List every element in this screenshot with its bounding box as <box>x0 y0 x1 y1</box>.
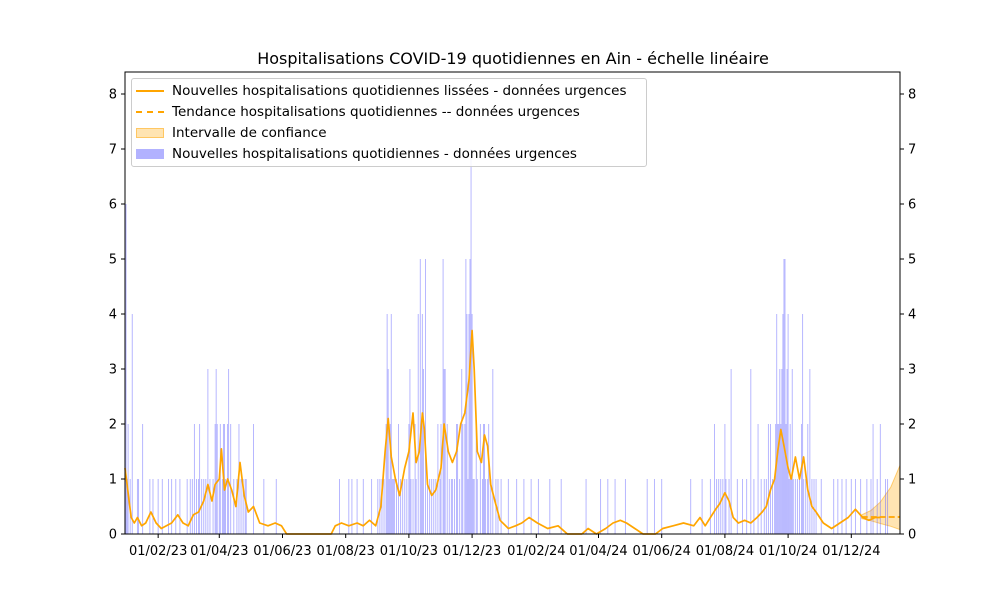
daily-bar <box>710 479 711 534</box>
daily-bar <box>724 424 725 534</box>
daily-bar <box>394 479 395 534</box>
y-tick-label-right: 3 <box>908 362 917 378</box>
daily-bar <box>783 259 784 534</box>
daily-bar <box>561 479 562 534</box>
y-tick-label-right: 0 <box>908 527 917 543</box>
daily-bar <box>866 479 867 534</box>
daily-bar <box>454 479 455 534</box>
daily-bar <box>501 479 502 534</box>
daily-bar <box>837 479 838 534</box>
daily-bar <box>425 259 426 534</box>
y-tick-label-right: 8 <box>908 87 917 103</box>
daily-bar <box>768 424 769 534</box>
daily-bar <box>492 369 493 534</box>
daily-bar <box>795 479 796 534</box>
daily-bar <box>153 479 154 534</box>
daily-bar <box>774 479 775 534</box>
legend-item-trend <box>136 102 580 122</box>
daily-bar <box>469 314 470 534</box>
daily-bar <box>391 314 392 534</box>
daily-bar <box>253 424 254 534</box>
daily-bar <box>720 479 721 534</box>
daily-bar <box>803 479 804 534</box>
x-tick-label: 01/08/23 <box>316 544 375 559</box>
daily-bar <box>233 479 234 534</box>
daily-bar <box>600 479 601 534</box>
x-tick-label: 01/02/23 <box>128 544 188 559</box>
y-tick-label-right: 5 <box>908 252 917 268</box>
daily-bar <box>393 479 394 534</box>
daily-bar <box>461 369 462 534</box>
daily-bar <box>780 424 781 534</box>
daily-bar <box>722 479 723 534</box>
daily-bar <box>142 424 143 534</box>
daily-bar <box>219 479 220 534</box>
daily-bar <box>846 479 847 534</box>
daily-bar <box>467 479 468 534</box>
daily-bar <box>416 479 417 534</box>
daily-bar <box>729 479 730 534</box>
daily-bar <box>789 479 790 534</box>
daily-bar <box>466 314 467 534</box>
daily-bar <box>198 479 199 534</box>
daily-bar <box>737 479 738 534</box>
daily-bar <box>725 479 726 534</box>
y-tick-label-right: 2 <box>908 417 917 433</box>
daily-bar <box>779 369 780 534</box>
daily-bar <box>449 479 450 534</box>
x-tick-label: 01/04/24 <box>569 544 628 559</box>
daily-bar <box>615 479 616 534</box>
y-tick-label-right: 4 <box>908 307 917 323</box>
daily-bar <box>473 479 474 534</box>
daily-bar <box>786 424 787 534</box>
daily-bar <box>384 479 385 534</box>
daily-bar <box>451 479 452 534</box>
y-tick-label-left: 0 <box>108 527 117 543</box>
daily-bar <box>137 479 138 534</box>
daily-bar <box>441 424 442 534</box>
daily-bar <box>462 424 463 534</box>
daily-bar <box>809 369 810 534</box>
daily-bar <box>388 369 389 534</box>
daily-bar <box>793 479 794 534</box>
daily-bar <box>217 424 218 534</box>
daily-bar <box>444 369 445 534</box>
y-tick-label-right: 7 <box>908 142 917 158</box>
daily-bar <box>459 479 460 534</box>
daily-bar <box>791 479 792 534</box>
legend-swatch-confidence <box>136 128 164 138</box>
daily-bar <box>452 479 453 534</box>
daily-bar <box>777 424 778 534</box>
x-tick-label: 01/12/23 <box>442 544 502 559</box>
daily-bar <box>215 424 216 534</box>
daily-bar <box>781 369 782 534</box>
daily-bar <box>549 479 550 534</box>
daily-bar <box>802 314 803 534</box>
daily-bar <box>389 479 390 534</box>
daily-bar <box>413 479 414 534</box>
daily-bar <box>805 479 806 534</box>
legend-swatch-smoothed <box>136 90 164 92</box>
y-tick-label-left: 2 <box>108 417 117 433</box>
legend-swatch-trend <box>136 111 164 113</box>
daily-bar <box>474 479 475 534</box>
daily-bar <box>149 479 150 534</box>
daily-bar <box>485 479 486 534</box>
daily-bar <box>821 479 822 534</box>
legend-swatch-daily <box>136 149 164 159</box>
daily-bar <box>339 479 340 534</box>
y-tick-label-right: 1 <box>908 472 917 488</box>
daily-bar <box>654 479 655 534</box>
daily-bar <box>404 479 405 534</box>
daily-bar <box>205 479 206 534</box>
daily-bar <box>816 479 817 534</box>
daily-bar <box>440 479 441 534</box>
daily-bar <box>814 479 815 534</box>
daily-bar <box>792 369 793 534</box>
daily-bar <box>357 479 358 534</box>
daily-bar <box>138 479 139 534</box>
daily-bar <box>742 479 743 534</box>
daily-bar <box>714 424 715 534</box>
daily-bar <box>213 479 214 534</box>
daily-bar <box>538 479 539 534</box>
daily-bar <box>216 369 217 534</box>
daily-bar <box>411 479 412 534</box>
x-tick-label: 01/10/23 <box>379 544 439 559</box>
daily-bar <box>887 479 888 534</box>
daily-bar <box>377 479 378 534</box>
daily-bar <box>470 259 471 534</box>
legend-item-confidence <box>136 123 327 143</box>
daily-bar <box>477 479 478 534</box>
daily-bar <box>855 479 856 534</box>
daily-bar <box>523 479 524 534</box>
daily-bar <box>445 369 446 534</box>
y-tick-label-left: 8 <box>108 87 117 103</box>
daily-bar <box>179 479 180 534</box>
daily-bar <box>162 479 163 534</box>
daily-bar <box>241 479 242 534</box>
daily-bar <box>371 479 372 534</box>
daily-bar <box>209 479 210 534</box>
legend-label-smoothed: Nouvelles hospitalisations quotidiennes lissées - données urgences <box>172 83 627 99</box>
daily-bar <box>702 479 703 534</box>
daily-bar <box>480 424 481 534</box>
daily-bar <box>753 479 754 534</box>
smoothed-line <box>125 331 880 535</box>
daily-bar <box>488 424 489 534</box>
daily-bar <box>877 479 878 534</box>
daily-bar <box>230 424 231 534</box>
daily-bar <box>797 479 798 534</box>
daily-bar <box>423 369 424 534</box>
daily-bar <box>406 479 407 534</box>
daily-bar <box>785 259 786 534</box>
daily-bar <box>586 479 587 534</box>
daily-bar <box>196 479 197 534</box>
daily-bar <box>456 424 457 534</box>
daily-bar <box>175 479 176 534</box>
x-tick-label: 01/08/24 <box>695 544 755 559</box>
legend-label-confidence: Intervalle de confiance <box>172 125 327 141</box>
daily-bar <box>398 424 399 534</box>
daily-bar <box>464 424 465 534</box>
daily-bar <box>199 424 200 534</box>
daily-bar <box>128 424 129 534</box>
daily-bar <box>408 424 409 534</box>
daily-bar <box>750 369 751 534</box>
daily-bar <box>392 479 393 534</box>
daily-bar <box>402 479 403 534</box>
daily-bar <box>487 479 488 534</box>
daily-bar <box>776 314 777 534</box>
chart-title: Hospitalisations COVID-19 quotidiennes en Ain - échelle linéaire <box>257 49 769 68</box>
daily-bar <box>764 479 765 534</box>
daily-bar <box>860 479 861 534</box>
x-tick-label: 01/02/24 <box>507 544 566 559</box>
daily-bar <box>203 479 204 534</box>
daily-bar <box>746 479 747 534</box>
daily-bar <box>871 479 872 534</box>
daily-bar <box>770 424 771 534</box>
daily-bar <box>171 479 172 534</box>
x-tick-label: 01/04/23 <box>190 544 249 559</box>
x-tick-label: 01/06/23 <box>253 544 312 559</box>
daily-bar <box>207 369 208 534</box>
daily-bar <box>647 479 648 534</box>
y-tick-label-left: 3 <box>108 362 117 378</box>
daily-bar <box>851 479 852 534</box>
daily-bar <box>132 314 133 534</box>
legend <box>131 78 647 167</box>
daily-bar <box>842 479 843 534</box>
daily-bar <box>788 314 789 534</box>
y-tick-label-right: 6 <box>908 197 917 213</box>
daily-bar <box>625 479 626 534</box>
daily-bar <box>498 479 499 534</box>
daily-bar <box>190 479 191 534</box>
daily-bar <box>263 479 264 534</box>
daily-bar <box>194 424 195 534</box>
daily-bar <box>276 479 277 534</box>
daily-bar <box>192 479 193 534</box>
legend-label-trend: Tendance hospitalisations quotidiennes -- données urgences <box>172 104 580 120</box>
daily-bar <box>431 479 432 534</box>
legend-item-smoothed <box>136 81 626 101</box>
daily-bar <box>885 479 886 534</box>
y-tick-label-left: 6 <box>108 197 117 213</box>
legend-item-daily <box>136 144 577 164</box>
y-tick-label-left: 4 <box>108 307 117 323</box>
y-tick-label-left: 5 <box>108 252 117 268</box>
daily-bar <box>222 479 223 534</box>
daily-bar <box>801 424 802 534</box>
x-tick-label: 01/10/24 <box>758 544 818 559</box>
daily-bar <box>787 369 788 534</box>
daily-bar <box>418 314 419 534</box>
daily-bar <box>661 479 662 534</box>
daily-bar <box>245 479 246 534</box>
daily-bar <box>531 479 532 534</box>
daily-bar <box>228 369 229 534</box>
y-tick-label-left: 1 <box>108 472 117 488</box>
daily-bar <box>433 479 434 534</box>
daily-bar <box>782 314 783 534</box>
daily-bar <box>807 424 808 534</box>
daily-bar <box>508 479 509 534</box>
x-tick-label: 01/06/24 <box>632 544 691 559</box>
daily-bar <box>799 479 800 534</box>
y-tick-label-left: 7 <box>108 142 117 158</box>
daily-bar <box>761 479 762 534</box>
daily-bar <box>833 479 834 534</box>
daily-bar <box>482 479 483 534</box>
legend-label-daily: Nouvelles hospitalisations quotidiennes - données urgences <box>172 146 577 162</box>
daily-bar <box>443 259 444 534</box>
x-tick-label: 01/12/24 <box>822 544 881 559</box>
daily-bar <box>420 259 421 534</box>
